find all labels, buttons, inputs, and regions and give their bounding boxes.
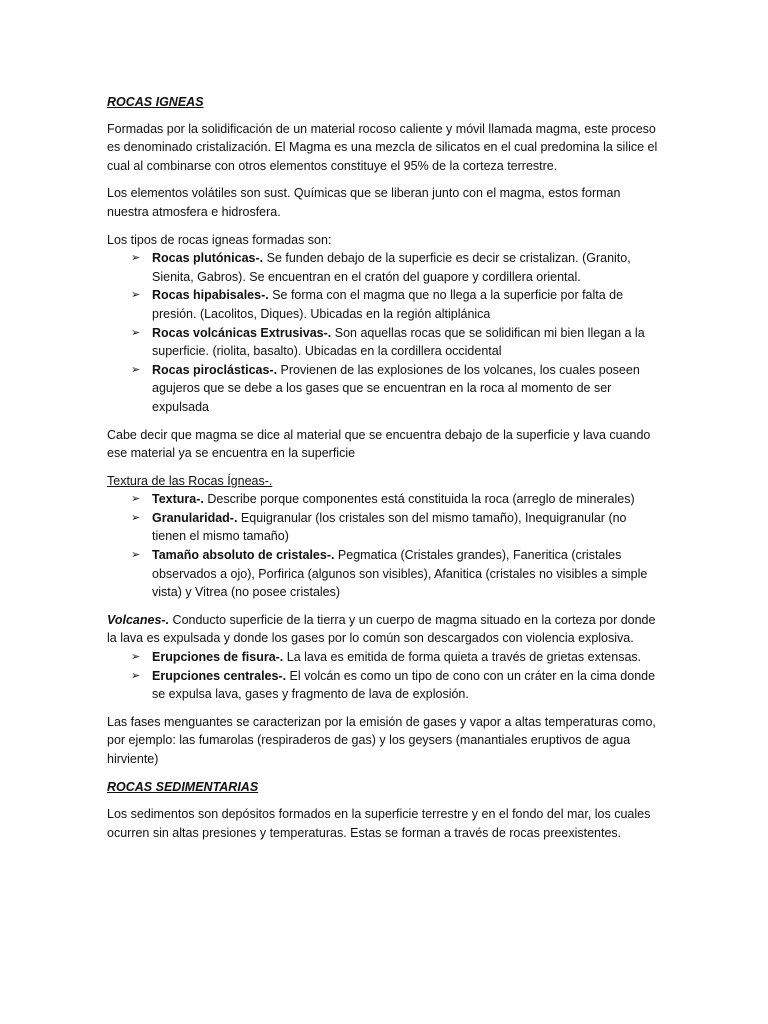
list-item — [107, 546, 663, 602]
paragraph-magma-lava: Cabe decir que magma se dice al material que se encuentra debajo de la superficie y lava cuando ese material ya se encuentra en la superficie — [107, 427, 651, 461]
arrow-bullet-icon: ➢ — [131, 493, 141, 506]
list-item-text: Describe porque componentes está constituida la roca (arreglo de minerales) — [203, 492, 635, 507]
list-item — [107, 667, 663, 704]
list-item-text: Se funden debajo de la superficie es decir se cristalizan. (Granito, Sienita, Gabros). Se encuentran en el cratón del guapore y cordillera oriental. — [152, 251, 631, 284]
arrow-bullet-icon: ➢ — [131, 326, 141, 339]
paragraph-sedimentos: Los sedimentos son depósitos formados en la superficie terrestre y en el fondo del mar, los cuales ocurren sin altas presiones y temperaturas. Estas se forman a través de rocas preexistentes. — [107, 807, 651, 840]
heading-rocas-igneas: ROCAS IGNEAS — [107, 95, 204, 109]
list-item-term: Rocas plutónicas-. — [152, 251, 264, 266]
list-item — [107, 324, 663, 361]
list-item-text: Equigranular (los cristales son del mismo tamaño), Inequigranular (no tienen el mismo tamaño) — [152, 510, 627, 544]
list-item-term: Erupciones centrales-. — [152, 668, 287, 683]
list-texturas — [107, 490, 663, 602]
arrow-bullet-icon: ➢ — [131, 252, 141, 265]
paragraph-volatiles: Los elementos volátiles son sust. Químicas que se liberan junto con el magma, estos forman nuestra atmosfera e hidrosfera. — [107, 186, 621, 219]
paragraph-volcanes — [107, 611, 663, 648]
list-item-text: Provienen de las explosiones de los volcanes, los cuales poseen agujeros que se debe a los gases que se encuentran en la roca al momento de ser expulsada — [152, 362, 640, 414]
document-body — [107, 93, 663, 842]
arrow-bullet-icon: ➢ — [131, 669, 141, 682]
list-item-text: Se forma con el magma que no llega a la superficie por falta de presión. (Lacolitos, Diques). Ubicadas en la región altiplánica — [152, 288, 624, 321]
list-tipos-rocas — [107, 249, 663, 416]
volcanes-text: Conducto superficie de la tierra y un cuerpo de magma situado en la corteza por donde la lava es expulsada y donde los gases por lo común son descargados con violencia explosiva. — [107, 612, 656, 646]
list-item-term: Rocas piroclásticas-. — [152, 362, 278, 377]
arrow-bullet-icon: ➢ — [131, 289, 141, 302]
list-item-term: Rocas hipabisales-. — [152, 288, 269, 303]
list-item — [107, 249, 663, 286]
list-item — [107, 286, 663, 323]
arrow-bullet-icon: ➢ — [131, 549, 141, 562]
list-item — [107, 490, 663, 509]
volcanes-term: Volcanes-. — [107, 612, 170, 627]
paragraph-intro: Formadas por la solidificación de un material rocoso caliente y móvil llamada magma, este proceso es denominado cristalización. El Magma es una mezcla de silicatos en el cual predomina la silice el cual al combinarse con otros elementos constituye el 95% de la corteza terrestre. — [107, 121, 658, 173]
heading-textura: Textura de las Rocas Ígneas-. — [107, 473, 273, 488]
list-item-text: La lava es emitida de forma quieta a través de grietas extensas. — [283, 650, 642, 665]
list-item — [107, 361, 663, 417]
arrow-bullet-icon: ➢ — [131, 651, 141, 664]
heading-rocas-sedimentarias: ROCAS SEDIMENTARIAS — [107, 779, 259, 794]
list-item-term: Rocas volcánicas Extrusivas-. — [152, 325, 332, 340]
list-item-text: Pegmatica (Cristales grandes), Faneritica (cristales observados a ojo), Porfirica (algunos son visibles), Afanitica (cristales no visibles a simple vista) y Vitrea (no posee cristales) — [152, 548, 648, 600]
arrow-bullet-icon: ➢ — [131, 511, 141, 524]
paragraph-tipos: Los tipos de rocas igneas formadas son: — [107, 232, 332, 247]
list-item-text: El volcán es como un tipo de cono con un cráter en la cima donde se expulsa lava, gases y fragmento de lava de explosión. — [152, 668, 656, 702]
arrow-bullet-icon: ➢ — [131, 363, 141, 376]
paragraph-fases: Las fases menguantes se caracterizan por la emisión de gases y vapor a altas temperaturas como, por ejemplo: las fumarolas (respiraderos de gas) y los geysers (manantiales eruptivos de agua hirviente) — [107, 714, 656, 766]
list-item-term: Textura-. — [152, 492, 204, 507]
list-item — [107, 648, 663, 667]
list-item — [107, 509, 663, 546]
list-item-term: Granularidad-. — [152, 510, 238, 525]
list-item-text: Son aquellas rocas que se solidifican mi bien llegan a la superficie. (riolita, basalto). Ubicadas en la cordillera occidental — [152, 325, 645, 359]
list-erupciones — [107, 648, 663, 704]
list-item-term: Erupciones de fisura-. — [152, 650, 284, 665]
list-item-term: Tamaño absoluto de cristales-. — [152, 548, 335, 563]
